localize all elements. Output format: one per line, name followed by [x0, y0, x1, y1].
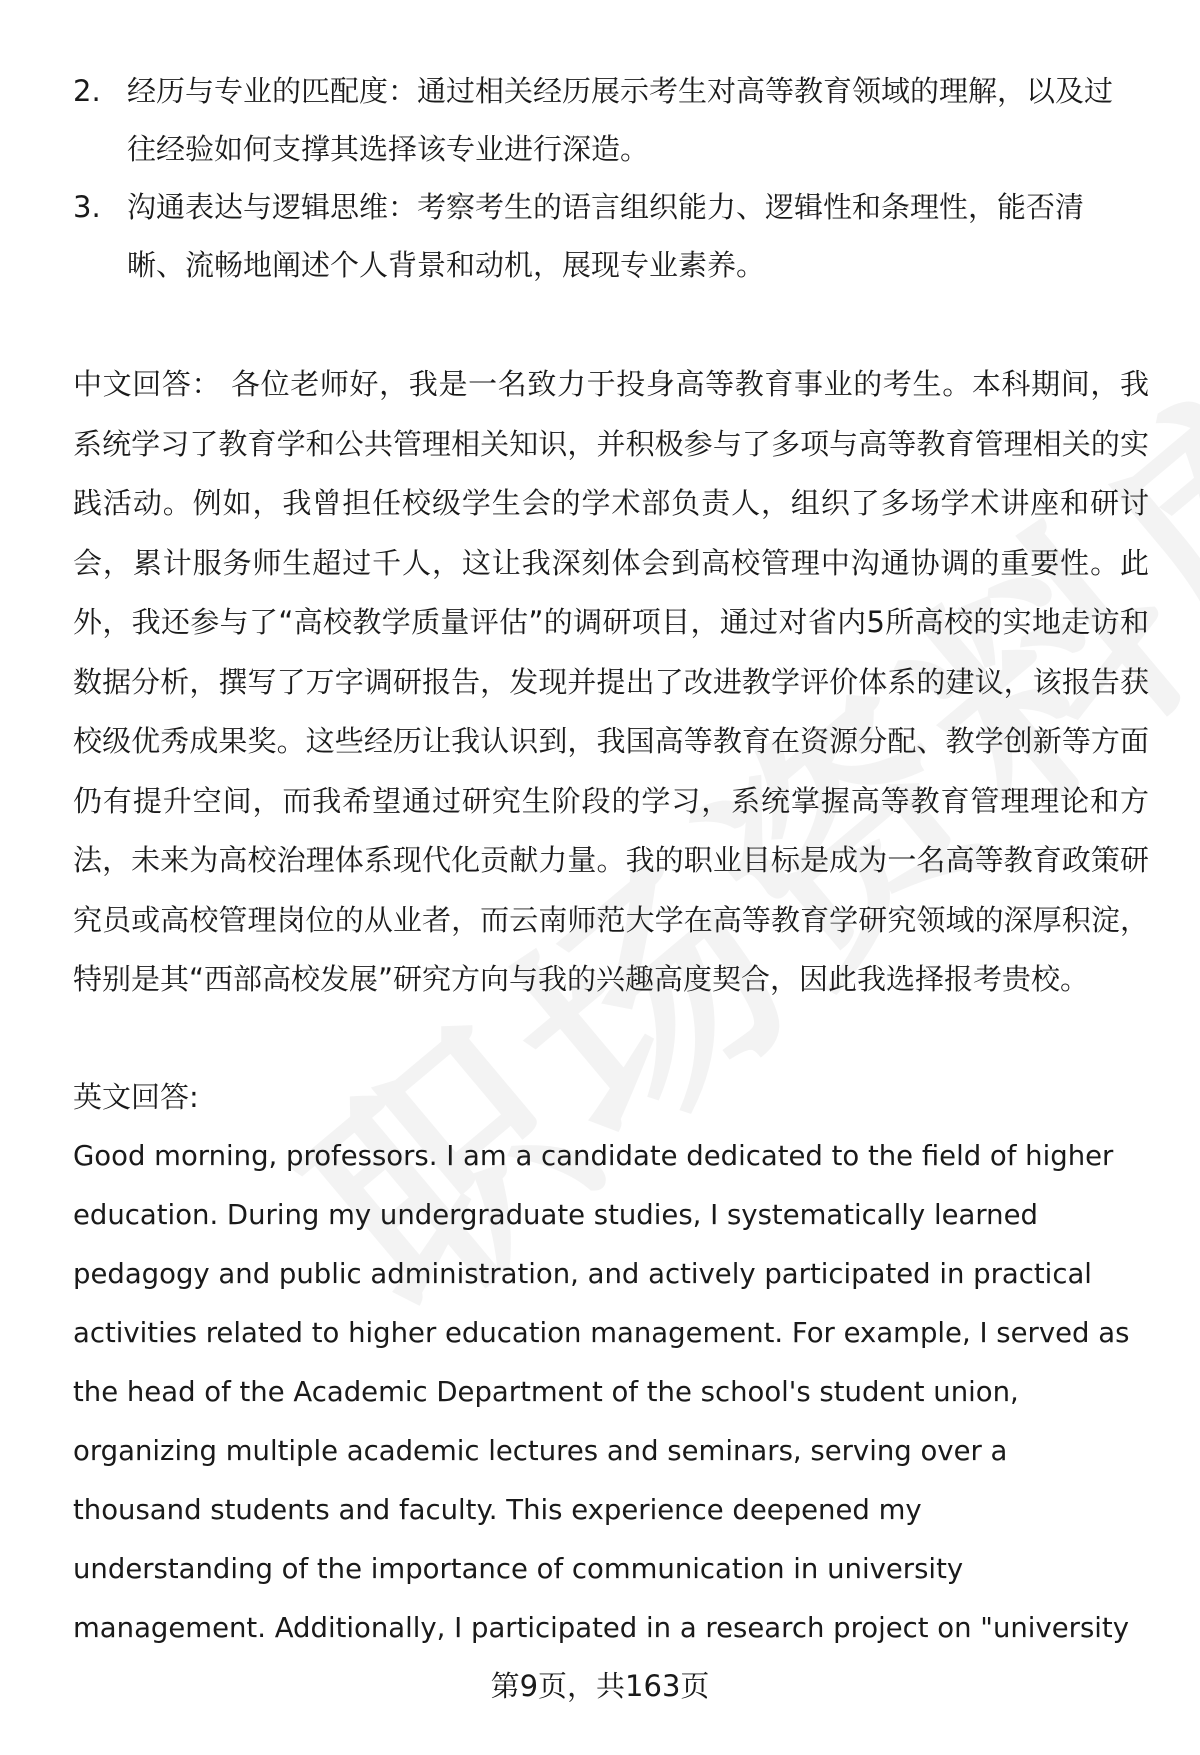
text-line: Good morning, professors. I am a candidate dedicated to the field of higher — [73, 1140, 1114, 1172]
page-number-footer: 第9页，共163页 — [490, 1669, 710, 1703]
list-item — [73, 62, 1163, 178]
english-answer-paragraph — [73, 1127, 1159, 1658]
text-line: the head of the Academic Department of the school's student union, — [73, 1376, 1019, 1408]
text-line: understanding of the importance of communication in university — [73, 1553, 964, 1585]
list-item — [73, 178, 1163, 294]
criteria-list — [73, 62, 1163, 294]
english-answer-label: 英文回答: — [73, 1080, 199, 1114]
chinese-answer-paragraph: 中文回答： 各位老师好，我是一名致力于投身高等教育事业的考生。本科期间，我系统学习了教育学和公共管理相关知识，并积极参与了多项与高等教育管理相关的实践活动。例如，我曾担任校级学生会的学术部负责人，组织了多场学术讲座和研讨会，累计服务师生超过千人，这让我深刻体会到高校管理中沟通协调的重要性。此外，我还参与了“高校教学质量评估”的调研项目，通过对省内5所高校的实地走访和数据分析，撰写了万字调研报告，发现并提出了改进教学评价体系的建议，该报告获校级优秀成果奖。这些经历让我认识到，我国高等教育在资源分配、教学创新等方面仍有提升空间，而我希望通过研究生阶段的学习，系统掌握高等教育管理理论和方法，未来为高校治理体系现代化贡献力量。我的职业目标是成为一名高等教育政策研究员或高校管理岗位的从业者，而云南师范大学在高等教育学研究领域的深厚积淀，特别是其“西部高校发展”研究方向与我的兴趣高度契合，因此我选择报考贵校。 — [73, 367, 1149, 996]
list-item-text: 经历与专业的匹配度：通过相关经历展示考生对高等教育领域的理解，以及过往经验如何支撑其选择该专业进行深造。 — [127, 74, 1114, 166]
text-line: management. Additionally, I participated in a research project on "university — [73, 1612, 1129, 1644]
text-line: organizing multiple academic lectures and seminars, serving over a — [73, 1435, 1008, 1467]
list-item-text: 沟通表达与逻辑思维：考察考生的语言组织能力、逻辑性和条理性，能否清晰、流畅地阐述个人背景和动机，展现专业素养。 — [127, 190, 1085, 282]
text-line: education. During my undergraduate studies, I systematically learned — [73, 1199, 1038, 1231]
text-line: pedagogy and public administration, and actively participated in practical — [73, 1258, 1092, 1290]
list-item-number: 2. — [73, 74, 101, 108]
text-line: activities related to higher education management. For example, I served as — [73, 1317, 1130, 1349]
list-item-number: 3. — [73, 190, 101, 224]
text-line: thousand students and faculty. This experience deepened my — [73, 1494, 922, 1526]
